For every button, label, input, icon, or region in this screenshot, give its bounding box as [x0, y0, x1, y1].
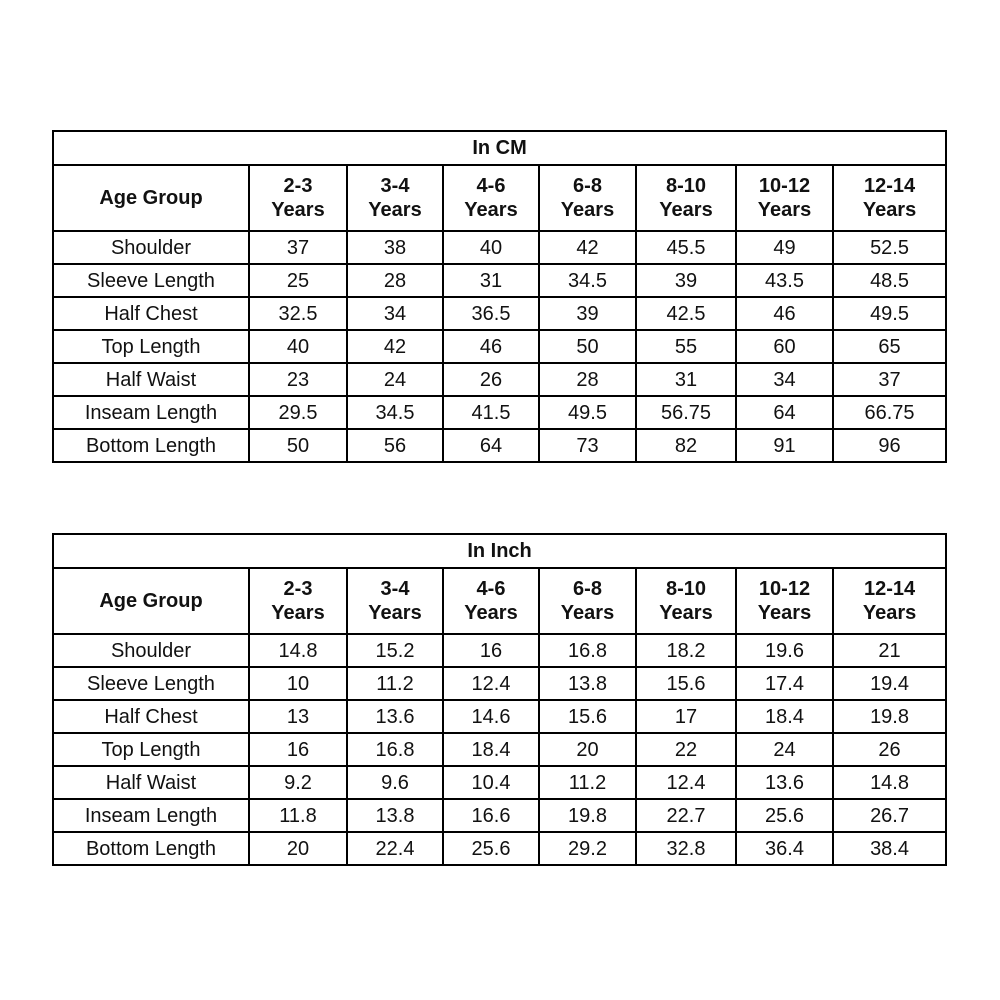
table-cell: 52.5: [833, 231, 946, 264]
table-cell: 39: [636, 264, 736, 297]
table-cell: 42: [347, 330, 443, 363]
table-cell: 17: [636, 700, 736, 733]
age-unit: Years: [464, 602, 518, 624]
table-cell: 18.2: [636, 634, 736, 667]
table-cell: 42.5: [636, 297, 736, 330]
header-row: [53, 165, 946, 231]
age-range: 12-14: [863, 578, 916, 600]
table-cell: 56.75: [636, 396, 736, 429]
table-cell: 73: [539, 429, 636, 462]
table-cell: 21: [833, 634, 946, 667]
age-unit: Years: [757, 199, 812, 221]
table-cell: 38.4: [833, 832, 946, 865]
table-cell: 16: [249, 733, 347, 766]
table-cell: 42: [539, 231, 636, 264]
table-cell: 46: [443, 330, 539, 363]
table-cell: 14.8: [249, 634, 347, 667]
table-cell: 50: [539, 330, 636, 363]
age-unit: Years: [862, 602, 917, 624]
age-unit: Years: [271, 602, 325, 624]
age-unit: Years: [659, 199, 713, 221]
table-cell: 38: [347, 231, 443, 264]
row-label: Sleeve Length: [53, 667, 249, 700]
table-cell: 25.6: [736, 799, 833, 832]
age-unit: Years: [464, 199, 518, 221]
table-cell: 10.4: [443, 766, 539, 799]
table-cell: 22.7: [636, 799, 736, 832]
table-cell: 96: [833, 429, 946, 462]
table-cell: 34.5: [539, 264, 636, 297]
row-label: Shoulder: [53, 634, 249, 667]
table-cell: 50: [249, 429, 347, 462]
table-cell: 14.6: [443, 700, 539, 733]
table-cell: 49.5: [833, 297, 946, 330]
column-header: [736, 568, 833, 634]
table-row: [53, 297, 946, 330]
age-range: 6-8: [573, 175, 602, 197]
age-unit: Years: [560, 199, 615, 221]
table-row: [53, 429, 946, 462]
age-unit: Years: [560, 602, 615, 624]
age-range: 3-4: [380, 578, 410, 600]
table-cell: 64: [736, 396, 833, 429]
table-cell: 40: [249, 330, 347, 363]
table-cell: 13.8: [539, 667, 636, 700]
table-cell: 24: [736, 733, 833, 766]
table-cell: 12.4: [443, 667, 539, 700]
age-range: 8-10: [665, 175, 707, 197]
age-unit: Years: [368, 602, 422, 624]
row-label: Sleeve Length: [53, 264, 249, 297]
row-label: Shoulder: [53, 231, 249, 264]
table-cell: 41.5: [443, 396, 539, 429]
row-label: Top Length: [53, 733, 249, 766]
table-cell: 40: [443, 231, 539, 264]
table-cell: 39: [539, 297, 636, 330]
table-cell: 31: [636, 363, 736, 396]
table-cell: 16: [443, 634, 539, 667]
age-range: 2-3: [283, 578, 313, 600]
table-cell: 9.6: [347, 766, 443, 799]
table-cell: 13.8: [347, 799, 443, 832]
age-unit: Years: [368, 199, 422, 221]
table-cell: 13: [249, 700, 347, 733]
table-cell: 10: [249, 667, 347, 700]
column-header: [347, 568, 443, 634]
table-row: [53, 799, 946, 832]
table-cell: 19.6: [736, 634, 833, 667]
table-row: [53, 832, 946, 865]
table-row: [53, 264, 946, 297]
table-row: [53, 396, 946, 429]
table-cell: 64: [443, 429, 539, 462]
table-body: [53, 231, 946, 462]
column-header: [736, 165, 833, 231]
table-cell: 18.4: [736, 700, 833, 733]
age-unit: Years: [757, 602, 812, 624]
age-range: 3-4: [380, 175, 410, 197]
table-cell: 91: [736, 429, 833, 462]
table-cell: 31: [443, 264, 539, 297]
table-cell: 22: [636, 733, 736, 766]
table-cell: 9.2: [249, 766, 347, 799]
table-cell: 48.5: [833, 264, 946, 297]
age-range: 10-12: [758, 578, 811, 600]
row-label: Top Length: [53, 330, 249, 363]
column-header: [539, 165, 636, 231]
table-cell: 18.4: [443, 733, 539, 766]
table-row: [53, 700, 946, 733]
table-row: [53, 667, 946, 700]
age-range: 12-14: [863, 175, 916, 197]
table-cell: 26.7: [833, 799, 946, 832]
table-cell: 16.8: [347, 733, 443, 766]
table-cell: 36.4: [736, 832, 833, 865]
table-cell: 20: [539, 733, 636, 766]
table-cell: 15.6: [636, 667, 736, 700]
table-cell: 34: [347, 297, 443, 330]
table-cell: 19.8: [539, 799, 636, 832]
table-cell: 37: [249, 231, 347, 264]
table-cell: 32.8: [636, 832, 736, 865]
row-label: Bottom Length: [53, 429, 249, 462]
table-cell: 55: [636, 330, 736, 363]
row-label: Half Chest: [53, 700, 249, 733]
column-header: [347, 165, 443, 231]
table-cell: 19.8: [833, 700, 946, 733]
column-header: [833, 568, 946, 634]
table-row: [53, 231, 946, 264]
table-title: In CM: [53, 131, 946, 165]
age-range: 8-10: [665, 578, 707, 600]
age-range: 4-6: [476, 175, 506, 197]
table-cell: 16.8: [539, 634, 636, 667]
age-range: 4-6: [476, 578, 506, 600]
age-range: 10-12: [758, 175, 811, 197]
table-cell: 22.4: [347, 832, 443, 865]
table-row: [53, 766, 946, 799]
table-cell: 13.6: [347, 700, 443, 733]
table-cell: 28: [347, 264, 443, 297]
table-cell: 45.5: [636, 231, 736, 264]
table-cell: 29.5: [249, 396, 347, 429]
row-label: Half Waist: [53, 363, 249, 396]
age-range: 6-8: [573, 578, 602, 600]
table-cell: 25: [249, 264, 347, 297]
column-header: [539, 568, 636, 634]
table-cell: 17.4: [736, 667, 833, 700]
table-cell: 60: [736, 330, 833, 363]
table-cell: 32.5: [249, 297, 347, 330]
column-header: [833, 165, 946, 231]
table-cell: 12.4: [636, 766, 736, 799]
table-cell: 37: [833, 363, 946, 396]
age-unit: Years: [271, 199, 325, 221]
table-title: In Inch: [53, 534, 946, 568]
table-cell: 49: [736, 231, 833, 264]
row-label: Inseam Length: [53, 799, 249, 832]
age-group-header: Age Group: [53, 568, 249, 634]
table-row: [53, 634, 946, 667]
table-cell: 24: [347, 363, 443, 396]
column-header: [443, 165, 539, 231]
table-body: [53, 634, 946, 865]
age-group-header: Age Group: [53, 165, 249, 231]
table-cell: 11.8: [249, 799, 347, 832]
table-cell: 65: [833, 330, 946, 363]
table-cell: 11.2: [539, 766, 636, 799]
table-cell: 29.2: [539, 832, 636, 865]
table-cell: 34: [736, 363, 833, 396]
table-cell: 28: [539, 363, 636, 396]
table-cell: 46: [736, 297, 833, 330]
age-range: 2-3: [283, 175, 313, 197]
table-cell: 13.6: [736, 766, 833, 799]
table-cell: 26: [443, 363, 539, 396]
age-unit: Years: [659, 602, 713, 624]
table-cell: 34.5: [347, 396, 443, 429]
age-unit: Years: [862, 199, 917, 221]
table-cell: 26: [833, 733, 946, 766]
column-header: [443, 568, 539, 634]
table-cell: 11.2: [347, 667, 443, 700]
table-cell: 66.75: [833, 396, 946, 429]
table-cell: 15.2: [347, 634, 443, 667]
column-header: [636, 568, 736, 634]
row-label: Half Waist: [53, 766, 249, 799]
size-table-inch: [52, 533, 947, 866]
column-header: [249, 568, 347, 634]
column-header: [636, 165, 736, 231]
table-cell: 15.6: [539, 700, 636, 733]
column-header: [249, 165, 347, 231]
table-cell: 56: [347, 429, 443, 462]
table-cell: 49.5: [539, 396, 636, 429]
row-label: Inseam Length: [53, 396, 249, 429]
table-cell: 82: [636, 429, 736, 462]
table-row: [53, 330, 946, 363]
table-cell: 36.5: [443, 297, 539, 330]
table-cell: 19.4: [833, 667, 946, 700]
table-cell: 43.5: [736, 264, 833, 297]
table-cell: 25.6: [443, 832, 539, 865]
table-cell: 16.6: [443, 799, 539, 832]
table-cell: 14.8: [833, 766, 946, 799]
row-label: Bottom Length: [53, 832, 249, 865]
table-row: [53, 733, 946, 766]
table-cell: 23: [249, 363, 347, 396]
header-row: [53, 568, 946, 634]
table-row: [53, 363, 946, 396]
size-table-cm: [52, 130, 947, 463]
row-label: Half Chest: [53, 297, 249, 330]
table-cell: 20: [249, 832, 347, 865]
